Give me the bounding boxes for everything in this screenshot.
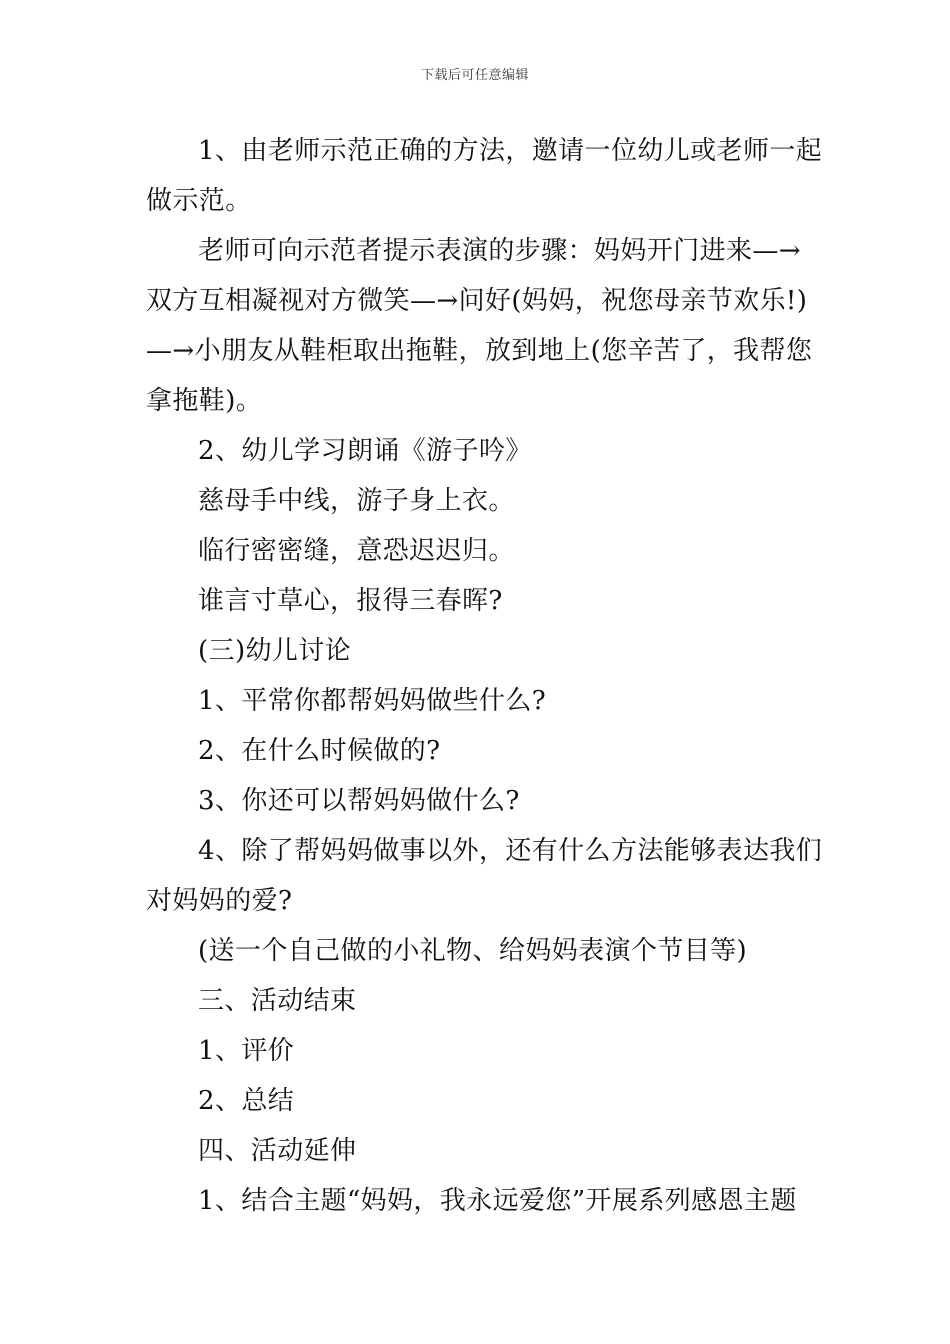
list-item: 1、评价 <box>198 1036 295 1066</box>
paragraph-line: 做示范。 <box>146 186 252 216</box>
paragraph-line: 拿拖鞋)。 <box>146 386 263 416</box>
section-heading: 四、活动延伸 <box>198 1136 357 1166</box>
paragraph-line: (送一个自己做的小礼物、给妈妈表演个节目等) <box>198 936 748 966</box>
list-item: 1、平常你都帮妈妈做些什么? <box>198 686 547 716</box>
list-item: 1、结合主题“妈妈，我永远爱您”开展系列感恩主题 <box>198 1186 797 1216</box>
document-body <box>146 126 823 1226</box>
paragraph-line: 双方互相凝视对方微笑—→问好(妈妈，祝您母亲节欢乐!) <box>146 286 808 316</box>
poem-line: 谁言寸草心，报得三春晖? <box>198 586 503 616</box>
list-item: 3、你还可以帮妈妈做什么? <box>198 786 520 816</box>
list-item: 2、在什么时候做的? <box>198 736 441 766</box>
paragraph-line: —→小朋友从鞋柜取出拖鞋，放到地上(您辛苦了，我帮您 <box>146 336 813 366</box>
list-item: 2、总结 <box>198 1086 295 1116</box>
section-heading: 三、活动结束 <box>198 986 357 1016</box>
paragraph-line: 1、由老师示范正确的方法，邀请一位幼儿或老师一起 <box>198 136 823 166</box>
page-header: 下载后可任意编辑 <box>420 68 529 83</box>
poem-line: 慈母手中线，游子身上衣。 <box>198 486 515 516</box>
section-heading: (三)幼儿讨论 <box>198 636 352 666</box>
paragraph-line: 2、幼儿学习朗诵《游子吟》 <box>198 436 532 466</box>
paragraph-line: 老师可向示范者提示表演的步骤：妈妈开门进来—→ <box>198 236 801 266</box>
list-item: 4、除了帮妈妈做事以外，还有什么方法能够表达我们 <box>198 836 823 866</box>
paragraph-line: 对妈妈的爱? <box>146 886 293 916</box>
poem-line: 临行密密缝，意恐迟迟归。 <box>198 536 515 566</box>
